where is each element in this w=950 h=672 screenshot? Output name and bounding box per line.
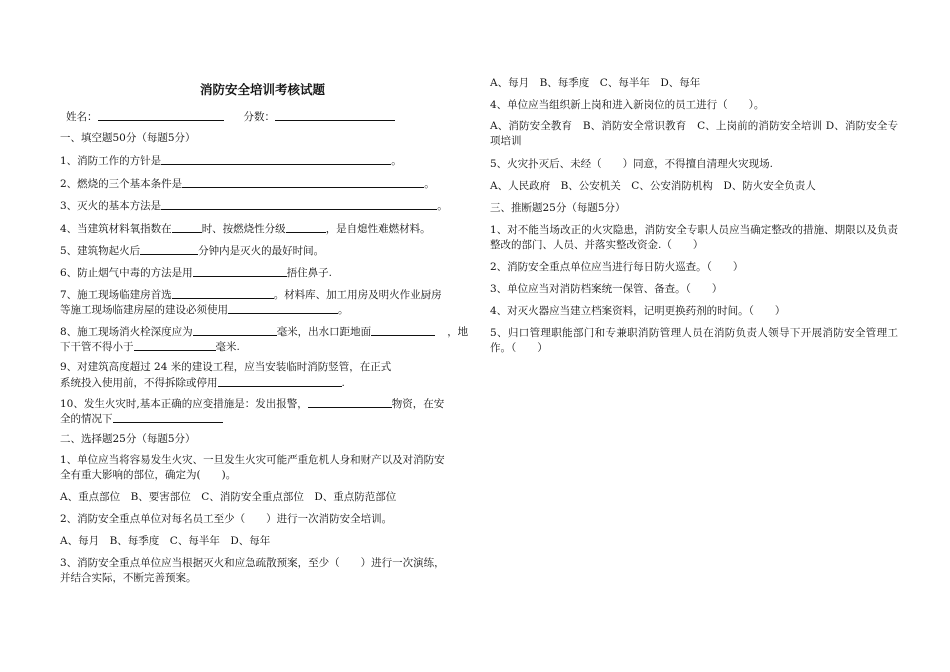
choice-q5-text: 5、火灾扑灭后、未经（ ）同意，不得擅自清理火灾现场. xyxy=(490,158,774,170)
fill-q8-line2 xyxy=(60,339,240,355)
fill-q9-blank[interactable] xyxy=(218,375,342,387)
fill-q9-cont: 系统投入使用前，不得拆除或停用 xyxy=(60,377,218,389)
fill-q7-text: 7、施工现场临建房首选 xyxy=(60,289,172,301)
name-blank[interactable] xyxy=(98,109,224,121)
score-blank[interactable] xyxy=(275,109,395,121)
choice-q4-options: A、消防安全教育 B、消防安全常识教育 C、上岗前的消防安全培训 D、消防安全专项培训 xyxy=(490,120,898,147)
fill-q7-blank-2[interactable] xyxy=(228,302,338,314)
fill-q9-line1: 9、对建筑高度超过 24 米的建设工程，应当安装临时消防竖管，在正式 xyxy=(60,361,392,373)
fill-q8-mid: 毫米，出水口距地面 xyxy=(276,326,372,338)
fill-q8-blank-1[interactable] xyxy=(193,324,277,336)
fill-q3-text: 3、灭火的基本方法是 xyxy=(60,200,162,212)
fill-q7-blank-1[interactable] xyxy=(172,287,274,299)
fill-q5-end: 分钟内是灭火的最好时间。 xyxy=(198,245,325,257)
fill-q8-text: 8、施工现场消火栓深度应为 xyxy=(60,326,193,338)
choice-q3-options: A、每月 B、每季度 C、每半年 D、每年 xyxy=(490,77,701,89)
fill-q8-blank-3[interactable] xyxy=(134,339,216,351)
choice-heading: 二、选择题25分（每题5分） xyxy=(60,433,196,445)
fill-q2 xyxy=(60,176,435,192)
fill-q6-end: 捂住鼻子. xyxy=(286,267,333,279)
fill-q7-end: 。 xyxy=(338,304,349,316)
fill-q4-mid: 时、按燃烧性分级 xyxy=(201,223,286,235)
fill-q1-end: 。 xyxy=(391,155,402,167)
fill-q5-text: 5、建筑物起火后 xyxy=(60,245,141,257)
fill-q10-text: 10、发生火灾时,基本正确的应变措施是：发出报警， xyxy=(60,398,308,410)
fill-q2-blank[interactable] xyxy=(182,176,424,188)
fill-q10-blank-2[interactable] xyxy=(113,411,223,423)
fill-q10-line2 xyxy=(60,411,223,427)
judge-heading: 三、推断题25分（每题5分） xyxy=(490,202,626,214)
judge-q4: 4、对灭火器应当建立档案资料，记明更换药剂的时间。（ ） xyxy=(490,305,786,317)
judge-q5: 5、归口管理职能部门和专兼职消防管理人员在消防负责人领导下开展消防安全管理工作。（ ） xyxy=(490,327,898,354)
fill-q8-cont: 下干管不得小于 xyxy=(60,341,134,353)
fill-q4 xyxy=(60,221,431,237)
page-title: 消防安全培训考核试题 xyxy=(200,82,326,97)
choice-q2-text: 2、消防安全重点单位对每名员工至少（ ）进行一次消防安全培训。 xyxy=(60,513,393,525)
judge-q2: 2、消防安全重点单位应当进行每日防火巡查。（ ） xyxy=(490,261,744,273)
choice-q4-text: 4、单位应当组织新上岗和进入新岗位的员工进行（ ）。 xyxy=(490,99,765,111)
fill-q6-text: 6、防止烟气中毒的方法是用 xyxy=(60,267,193,279)
fill-q3 xyxy=(60,198,448,214)
choice-q3-line2: 并结合实际，不断完善预案。 xyxy=(60,572,197,584)
name-score-line xyxy=(66,109,395,125)
fill-q10-line1 xyxy=(60,396,444,412)
fill-q10-cont: 全的情况下 xyxy=(60,413,113,425)
fill-q7-cont: 等施工现场临建房屋的建设必须使用 xyxy=(60,304,228,316)
fill-q3-end: 。 xyxy=(437,200,448,212)
fill-q10-blank-1[interactable] xyxy=(308,396,392,408)
fill-q1-text: 1、消防工作的方针是 xyxy=(60,155,162,167)
choice-q1-line1: 1、单位应当将容易发生火灾、一旦发生火灾可能严重危机人身和财产以及对消防安 xyxy=(60,454,445,466)
choice-q2-options: A、每月 B、每季度 C、每半年 D、每年 xyxy=(60,535,271,547)
fill-q4-blank-1[interactable] xyxy=(172,221,202,233)
fill-q1 xyxy=(60,153,402,169)
fill-q4-blank-2[interactable] xyxy=(286,221,326,233)
fill-q5 xyxy=(60,243,324,259)
choice-q5-options: A、人民政府 B、公安机关 C、公安消防机构 D、防火安全负责人 xyxy=(490,180,816,192)
judge-q3: 3、单位应当对消防档案统一保管、备查。（ ） xyxy=(490,283,723,295)
fill-q8-blank-2[interactable] xyxy=(371,324,435,336)
name-label: 姓名： xyxy=(66,111,98,123)
fill-q7-line1 xyxy=(60,287,442,303)
fill-q8-end: 毫米. xyxy=(215,341,240,353)
fill-q7-line2 xyxy=(60,302,349,318)
fill-q9-end: . xyxy=(341,377,345,389)
fill-q6 xyxy=(60,265,332,281)
fill-q8-line1 xyxy=(60,324,468,340)
fill-q9-line2 xyxy=(60,375,345,391)
fill-q2-end: 。 xyxy=(424,178,435,190)
judge-q1: 1、对不能当场改正的火灾隐患，消防安全专职人员应当确定整改的措施、期限以及负责整改的部门、人员、并落实整改资金.（ ） xyxy=(490,224,898,251)
fill-q3-blank[interactable] xyxy=(161,198,437,210)
choice-q1-line2: 全有重大影响的部位，确定为( )。 xyxy=(60,469,237,481)
choice-q3-line1: 3、消防安全重点单位应当根据灭火和应急疏散预案，至少（ ）进行一次演练， xyxy=(60,557,445,569)
fill-q4-end: ，是自熄性难燃材料。 xyxy=(325,223,431,235)
fill-q1-blank[interactable] xyxy=(161,153,391,165)
fill-q2-text: 2、燃烧的三个基本条件是 xyxy=(60,178,183,190)
fill-q4-text: 4、当建筑材料氧指数在 xyxy=(60,223,172,235)
choice-q1-options: A、重点部位 B、要害部位 C、消防安全重点部位 D、重点防范部位 xyxy=(60,491,397,503)
fill-q7-mid: 。材料库、加工用房及明火作业厨房 xyxy=(273,289,442,301)
fill-q8-mid2: ，地 xyxy=(447,326,469,338)
score-label: 分数： xyxy=(243,111,275,123)
fill-q5-blank[interactable] xyxy=(140,243,198,255)
fill-q6-blank[interactable] xyxy=(193,265,287,277)
fill-q10-mid: 物资，在安 xyxy=(391,398,445,410)
fill-heading: 一、填空题50分（每题5分） xyxy=(60,132,196,144)
